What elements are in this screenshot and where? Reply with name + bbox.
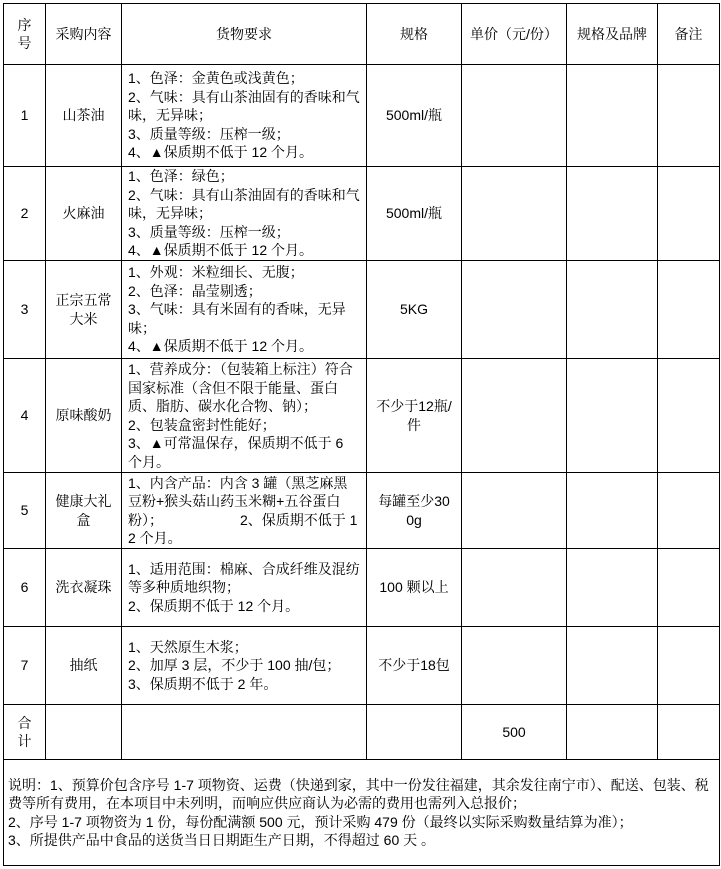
cell-remark	[658, 359, 720, 473]
requirement-line: 2、保质期不低于 12 个月。	[128, 597, 300, 614]
cell-no: 5	[4, 473, 46, 549]
cell-empty	[367, 705, 462, 760]
cell-price	[462, 549, 567, 627]
cell-spec: 500ml/瓶	[367, 65, 462, 167]
cell-price	[462, 627, 567, 705]
cell-price	[462, 167, 567, 261]
table-row	[4, 473, 720, 549]
header-brand: 规格及品牌	[567, 4, 658, 65]
cell-brand	[567, 549, 658, 627]
requirement-line: 4、▲保质期不低于 12 个月。	[128, 144, 313, 161]
cell-item: 健康大礼盒	[46, 473, 122, 549]
cell-no: 3	[4, 261, 46, 359]
requirement-line: 4、▲保质期不低于 12 个月。	[128, 338, 313, 355]
cell-empty	[567, 705, 658, 760]
cell-spec: 每罐至少300g	[367, 473, 462, 549]
note-line: 说明：1、预算价包含序号 1-7 项物资、运费（快递到家，其中一份发往福建，其余发往南宁市）、配送、包装、税费等所有费用，在本项目中未列明，而响应供应商认为必需的费用也需列入总报价；	[8, 776, 709, 811]
requirement-line: 2、气味：具有山茶油固有的香味和气味，无异味；	[128, 186, 360, 222]
cell-remark	[658, 627, 720, 705]
cell-price	[462, 359, 567, 473]
cell-price	[462, 473, 567, 549]
total-value: 500	[462, 705, 567, 760]
header-item: 采购内容	[46, 4, 122, 65]
cell-brand	[567, 261, 658, 359]
requirement-line: 1、营养成分：（包装箱上标注）符合国家标准（含但不限于能量、蛋白质、脂肪、碳水化合物、钠）；	[128, 361, 353, 414]
notes	[4, 760, 720, 866]
cell-empty	[658, 705, 720, 760]
notes-row	[4, 760, 720, 866]
cell-requirements	[122, 549, 367, 627]
cell-item: 原味酸奶	[46, 359, 122, 473]
header-row	[4, 4, 720, 65]
cell-brand	[567, 65, 658, 167]
cell-requirements	[122, 627, 367, 705]
cell-empty	[122, 705, 367, 760]
cell-spec: 500ml/瓶	[367, 167, 462, 261]
cell-empty	[46, 705, 122, 760]
cell-no: 6	[4, 549, 46, 627]
requirement-line: 1、色泽：绿色；	[128, 168, 234, 185]
requirement-line: 1、内含产品：内含 3 罐（黑芝麻黑豆粉+猴头菇山药玉米糊+五谷蛋白粉）； 2、保质期不低于 12 个月。	[128, 474, 358, 546]
header-remark: 备注	[658, 4, 720, 65]
requirement-line: 3、质量等级：压榨一级；	[128, 223, 290, 240]
cell-item: 山茶油	[46, 65, 122, 167]
cell-item: 洗衣凝珠	[46, 549, 122, 627]
cell-requirements	[122, 359, 367, 473]
requirement-line: 3、保质期不低于 2 年。	[128, 675, 278, 692]
cell-requirements	[122, 167, 367, 261]
cell-spec: 5KG	[367, 261, 462, 359]
cell-requirements	[122, 473, 367, 549]
cell-price	[462, 65, 567, 167]
header-no: 序号	[4, 4, 46, 65]
note-line: 3、所提供产品中食品的送货当日日期距生产日期，不得超过 60 天 。	[8, 832, 436, 848]
total-row	[4, 705, 720, 760]
cell-item: 火麻油	[46, 167, 122, 261]
requirement-line: 1、适用范围：棉麻、合成纤维及混纺等多种质地织物；	[128, 560, 360, 596]
cell-brand	[567, 473, 658, 549]
header-spec: 规格	[367, 4, 462, 65]
table-row	[4, 167, 720, 261]
cell-brand	[567, 627, 658, 705]
cell-remark	[658, 549, 720, 627]
requirement-line: 2、包装盒密封性能好；	[128, 416, 276, 433]
procurement-table	[3, 3, 720, 866]
header-price: 单价（元/份）	[462, 4, 567, 65]
header-requirements: 货物要求	[122, 4, 367, 65]
cell-spec: 不少于12瓶/件	[367, 359, 462, 473]
cell-price	[462, 261, 567, 359]
cell-brand	[567, 167, 658, 261]
requirement-line: 1、天然原生木浆；	[128, 638, 248, 655]
requirement-line: 2、加厚 3 层，不少于 100 抽/包；	[128, 657, 341, 674]
cell-no: 7	[4, 627, 46, 705]
cell-requirements	[122, 65, 367, 167]
requirement-line: 2、气味：具有山茶油固有的香味和气味，无异味；	[128, 88, 360, 124]
table-row	[4, 359, 720, 473]
cell-spec: 不少于18包	[367, 627, 462, 705]
requirement-line: 1、外观：米粒细长、无腹；	[128, 264, 304, 281]
cell-spec: 100 颗以上	[367, 549, 462, 627]
requirement-line: 4、▲保质期不低于 12 个月。	[128, 242, 313, 259]
table-row	[4, 549, 720, 627]
cell-requirements	[122, 261, 367, 359]
requirement-line: 2、色泽：晶莹剔透；	[128, 282, 262, 299]
cell-no: 2	[4, 167, 46, 261]
requirement-line: 3、▲可常温保存，保质期不低于 6 个月。	[128, 435, 344, 470]
cell-item: 抽纸	[46, 627, 122, 705]
requirement-line: 3、气味：具有米固有的香味，无异味；	[128, 301, 346, 336]
table-row	[4, 261, 720, 359]
cell-brand	[567, 359, 658, 473]
cell-remark	[658, 261, 720, 359]
cell-remark	[658, 65, 720, 167]
cell-remark	[658, 167, 720, 261]
requirement-line: 1、色泽：金黄色或浅黄色；	[128, 70, 304, 87]
cell-no: 4	[4, 359, 46, 473]
table-row	[4, 627, 720, 705]
requirement-line: 3、质量等级：压榨一级；	[128, 125, 290, 142]
cell-no: 1	[4, 65, 46, 167]
cell-item: 正宗五常大米	[46, 261, 122, 359]
total-label: 合计	[4, 705, 46, 760]
note-line: 2、序号 1-7 项物资为 1 份，每份配满额 500 元，预计采购 479 份（最终以实际采购数量结算为准）；	[8, 813, 633, 830]
cell-remark	[658, 473, 720, 549]
table-row	[4, 65, 720, 167]
